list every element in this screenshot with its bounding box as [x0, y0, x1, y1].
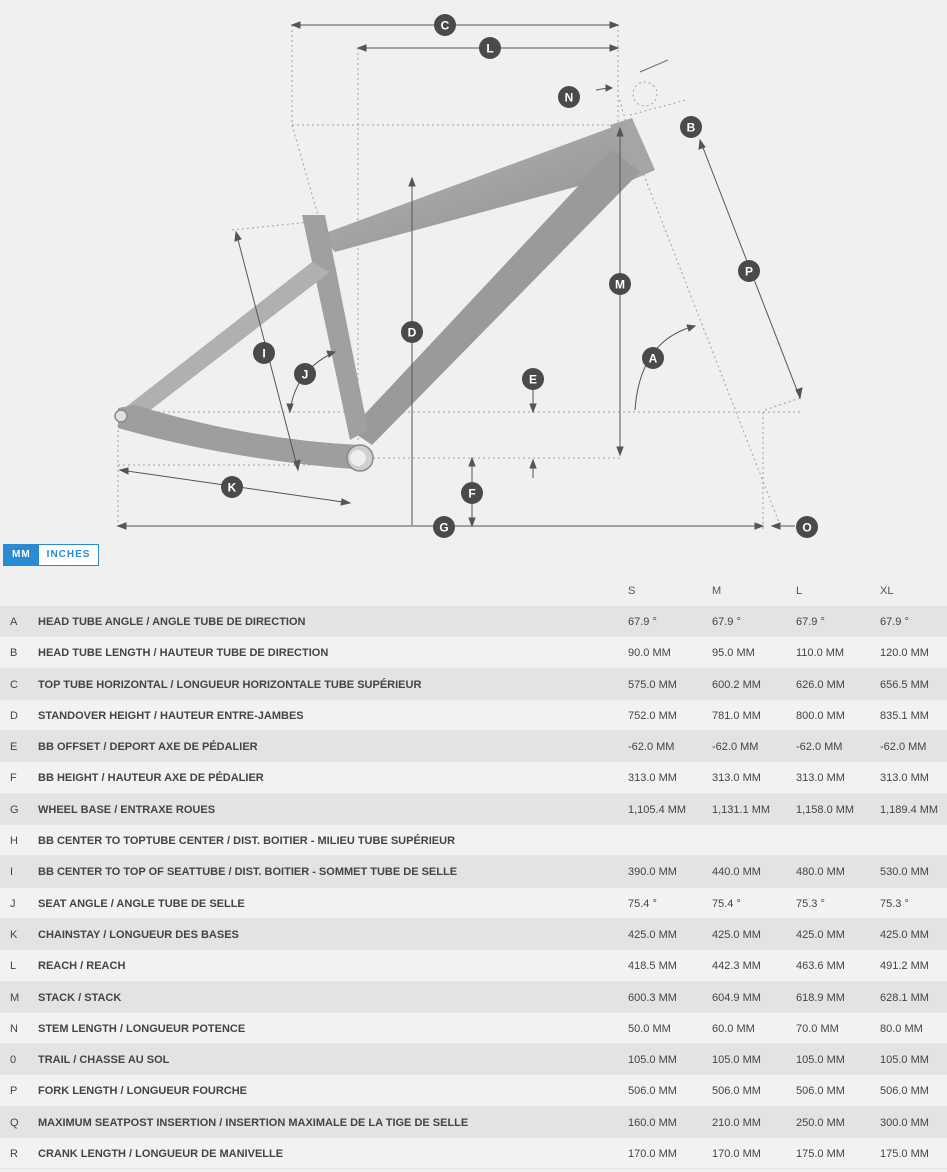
row-value: 506.0 MM [796, 1085, 845, 1098]
table-row [0, 606, 947, 637]
table-row [0, 731, 947, 762]
row-code: N [10, 1022, 18, 1035]
row-value: 313.0 MM [712, 772, 761, 785]
row-value: 120.0 MM [880, 647, 929, 660]
row-label: BB OFFSET / DEPORT AXE DE PÉDALIER [38, 741, 258, 754]
row-value: 90.0 MM [628, 647, 671, 660]
row-value: 105.0 MM [880, 1054, 929, 1067]
table-row [0, 950, 947, 981]
row-label: TRAIL / CHASSE AU SOL [38, 1054, 170, 1067]
row-value: 67.9 ° [628, 616, 657, 628]
row-value: 628.1 MM [880, 991, 929, 1004]
row-value: 781.0 MM [712, 709, 761, 722]
marker-label: N [564, 90, 574, 105]
geometry-diagram [0, 0, 947, 540]
marker-label: A [648, 351, 658, 366]
unit-mm-button[interactable]: MM [4, 545, 39, 565]
size-header-xl: XL [880, 585, 894, 597]
table-row [0, 669, 947, 700]
row-value: 60.0 MM [712, 1022, 755, 1035]
row-value: 80.0 MM [880, 1022, 923, 1035]
marker-b [680, 116, 702, 138]
row-code: F [10, 772, 17, 785]
table-row [0, 982, 947, 1013]
row-label: STEM LENGTH / LONGUEUR POTENCE [38, 1022, 246, 1035]
row-value: 440.0 MM [712, 866, 761, 879]
table-row [0, 825, 947, 856]
size-header-row [0, 574, 947, 606]
row-value: 1,105.4 MM [628, 803, 687, 816]
row-value: 313.0 MM [796, 772, 845, 785]
row-value: 506.0 MM [628, 1085, 677, 1098]
table-row [0, 856, 947, 887]
marker-label: F [468, 486, 476, 501]
row-value: 1,189.4 MM [880, 803, 939, 816]
row-label: BB HEIGHT / HAUTEUR AXE DE PÉDALIER [38, 772, 264, 785]
marker-n [558, 86, 580, 108]
row-code: J [10, 897, 16, 910]
row-label: BB CENTER TO TOPTUBE CENTER / DIST. BOITIER - MILIEU TUBE SUPÉRIEUR [38, 835, 456, 848]
row-value: 575.0 MM [628, 678, 677, 691]
row-code: A [10, 616, 18, 628]
marker-o [796, 516, 818, 538]
row-value: 67.9 ° [712, 616, 741, 628]
row-value: 75.3 ° [796, 897, 825, 910]
marker-m [609, 273, 631, 295]
row-value: 105.0 MM [796, 1054, 845, 1067]
row-code: M [10, 991, 20, 1004]
row-value: 604.9 MM [712, 991, 761, 1004]
row-value: 70.0 MM [796, 1022, 839, 1035]
row-code: B [10, 647, 18, 660]
marker-label: G [439, 520, 449, 535]
size-header-s: S [628, 585, 636, 597]
marker-a [642, 347, 664, 369]
unit-toggle [3, 544, 99, 566]
row-value: 506.0 MM [712, 1085, 761, 1098]
row-value: 425.0 MM [880, 928, 929, 941]
row-label: WHEEL BASE / ENTRAXE ROUES [38, 803, 216, 816]
row-value: 480.0 MM [796, 866, 845, 879]
row-label: FORK LENGTH / LONGUEUR FOURCHE [38, 1085, 247, 1098]
row-value: 618.9 MM [796, 991, 845, 1004]
row-value: 250.0 MM [796, 1116, 845, 1129]
marker-label: B [686, 120, 696, 135]
row-code: D [10, 709, 18, 722]
marker-d [401, 321, 423, 343]
row-label: TOP TUBE HORIZONTAL / LONGUEUR HORIZONTALE TUBE SUPÉRIEUR [38, 678, 422, 691]
row-value: 491.2 MM [880, 960, 929, 973]
unit-inches-button[interactable]: INCHES [39, 545, 99, 565]
frame-geometry-svg [0, 0, 947, 540]
row-value: 75.3 ° [880, 897, 909, 910]
row-value: 418.5 MM [628, 960, 677, 973]
row-label: STACK / STACK [38, 991, 122, 1004]
marker-label: I [262, 346, 266, 361]
row-label: CHAINSTAY / LONGUEUR DES BASES [38, 928, 239, 941]
row-value: 530.0 MM [880, 866, 929, 879]
marker-p [738, 260, 760, 282]
row-value: 463.6 MM [796, 960, 845, 973]
row-code: K [10, 928, 18, 941]
table-row [0, 1107, 947, 1138]
row-value: 800.0 MM [796, 709, 845, 722]
row-value: 75.4 ° [628, 897, 657, 910]
size-header-m: M [712, 585, 722, 597]
row-value: 67.9 ° [796, 616, 825, 628]
row-code: I [10, 866, 14, 879]
row-value: 600.3 MM [628, 991, 677, 1004]
table-row [0, 919, 947, 950]
row-value: 95.0 MM [712, 647, 755, 660]
row-value: 105.0 MM [628, 1054, 677, 1067]
reference-lines [118, 25, 800, 530]
row-value: 67.9 ° [880, 616, 909, 628]
row-value: 425.0 MM [712, 928, 761, 941]
row-value: 170.0 MM [628, 1148, 677, 1161]
marker-e [522, 368, 544, 390]
row-value: 1,131.1 MM [712, 803, 771, 816]
table-row [0, 762, 947, 793]
marker-i [253, 342, 275, 364]
row-value: 425.0 MM [796, 928, 845, 941]
row-value: 1,158.0 MM [796, 803, 855, 816]
table-row [0, 1013, 947, 1044]
row-value: 752.0 MM [628, 709, 677, 722]
marker-label: L [486, 41, 494, 56]
row-value: 50.0 MM [628, 1022, 671, 1035]
size-header-l: L [796, 585, 803, 597]
row-value: 313.0 MM [880, 772, 929, 785]
table-row [0, 888, 947, 919]
row-code: Q [10, 1116, 19, 1129]
marker-g [433, 516, 455, 538]
row-value: 300.0 MM [880, 1116, 929, 1129]
row-code: P [10, 1085, 18, 1098]
row-value: 210.0 MM [712, 1116, 761, 1129]
row-value: -62.0 MM [796, 741, 843, 754]
marker-label: C [440, 18, 450, 33]
row-value: -62.0 MM [712, 741, 759, 754]
marker-k [221, 476, 243, 498]
table-row [0, 1075, 947, 1106]
row-label: MAXIMUM SEATPOST INSERTION / INSERTION MAXIMALE DE LA TIGE DE SELLE [38, 1116, 469, 1129]
marker-label: E [528, 372, 538, 387]
stem-circle [633, 82, 657, 106]
dimension-lines [118, 22, 802, 529]
marker-c [434, 14, 456, 36]
row-value: 75.4 ° [712, 897, 741, 910]
row-value: 170.0 MM [712, 1148, 761, 1161]
table-row [0, 637, 947, 668]
row-code: L [10, 960, 17, 973]
row-label: HEAD TUBE ANGLE / ANGLE TUBE DE DIRECTION [38, 616, 306, 628]
row-label: SEAT ANGLE / ANGLE TUBE DE SELLE [38, 897, 245, 910]
row-label: CRANK LENGTH / LONGUEUR DE MANIVELLE [38, 1148, 284, 1161]
marker-f [461, 482, 483, 504]
marker-label: O [802, 520, 812, 535]
row-code: E [10, 741, 18, 754]
row-value: 160.0 MM [628, 1116, 677, 1129]
row-value: 425.0 MM [628, 928, 677, 941]
row-code: G [10, 803, 19, 816]
row-label: STANDOVER HEIGHT / HAUTEUR ENTRE-JAMBES [38, 709, 304, 722]
marker-l [479, 37, 501, 59]
marker-label: M [615, 277, 625, 292]
marker-label: D [407, 325, 417, 340]
row-value: 105.0 MM [712, 1054, 761, 1067]
row-value: 313.0 MM [628, 772, 677, 785]
geometry-table [0, 606, 947, 1169]
marker-label: J [301, 367, 309, 382]
row-value: -62.0 MM [880, 741, 927, 754]
row-code: C [10, 678, 18, 691]
row-code: H [10, 835, 18, 848]
marker-j [294, 363, 316, 385]
stem-pointer [640, 60, 668, 72]
row-value: 506.0 MM [880, 1085, 929, 1098]
row-value: 626.0 MM [796, 678, 845, 691]
row-value: 835.1 MM [880, 709, 929, 722]
row-label: HEAD TUBE LENGTH / HAUTEUR TUBE DE DIRECTION [38, 647, 329, 660]
row-code: R [10, 1148, 18, 1161]
table-row [0, 794, 947, 825]
row-value: -62.0 MM [628, 741, 675, 754]
row-value: 390.0 MM [628, 866, 677, 879]
row-code: 0 [10, 1054, 17, 1067]
row-value: 656.5 MM [880, 678, 929, 691]
row-value: 175.0 MM [880, 1148, 929, 1161]
table-row [0, 700, 947, 731]
table-row [0, 1138, 947, 1169]
table-row [0, 1044, 947, 1075]
row-value: 175.0 MM [796, 1148, 845, 1161]
row-value: 442.3 MM [712, 960, 761, 973]
row-label: REACH / REACH [38, 960, 126, 973]
bike-frame [115, 118, 655, 471]
row-label: BB CENTER TO TOP OF SEATTUBE / DIST. BOITIER - SOMMET TUBE DE SELLE [38, 866, 458, 879]
row-value: 600.2 MM [712, 678, 761, 691]
marker-label: P [744, 264, 754, 279]
row-value: 110.0 MM [796, 647, 845, 660]
marker-label: K [227, 480, 237, 495]
